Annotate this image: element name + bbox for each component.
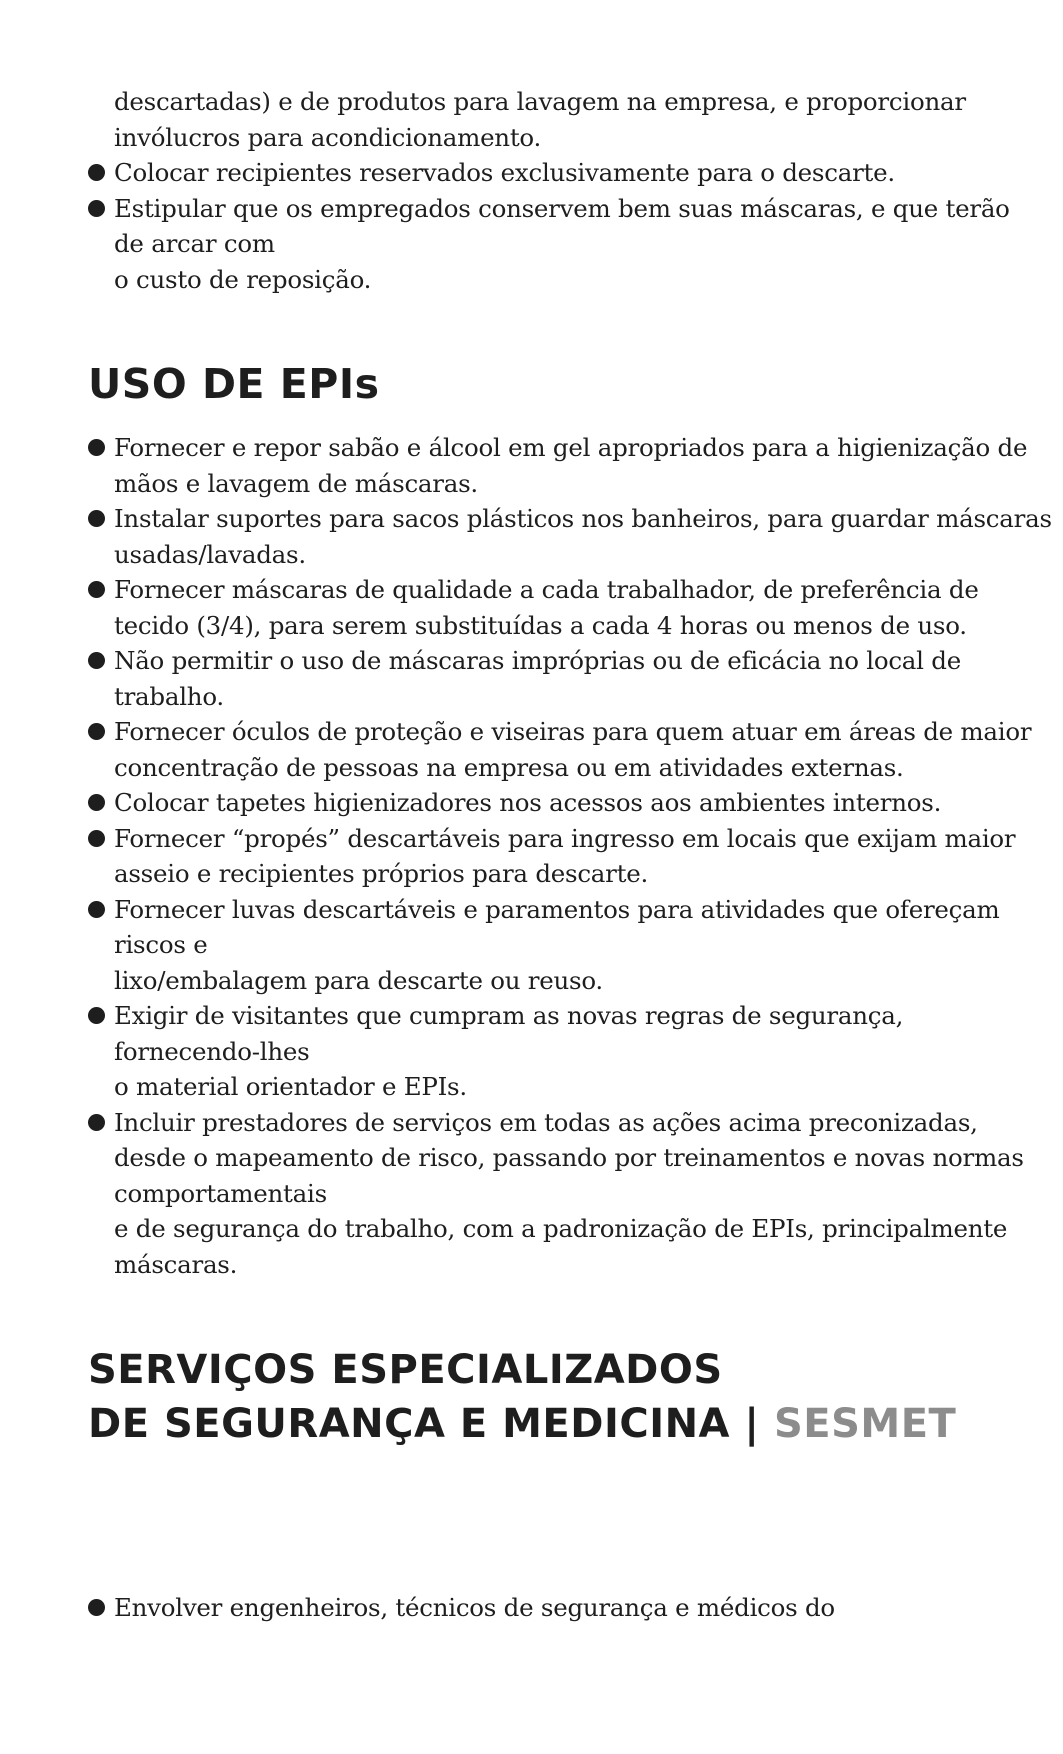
bullet-icon xyxy=(88,830,105,847)
sesmet-title-line2-text: DE SEGURANÇA E MEDICINA | xyxy=(88,1401,760,1447)
list-item-text: Incluir prestadores de serviços em todas as ações acima preconizadas, xyxy=(114,1107,978,1137)
sesmet-acronym: SESMET xyxy=(773,1401,957,1447)
list-item-text: Fornecer e repor sabão e álcool em gel apropriados para a higienização de xyxy=(114,433,1028,462)
sesmet-list xyxy=(88,1590,1003,1626)
list-item-text: de arcar com xyxy=(114,229,275,258)
list-item-text: Fornecer luvas descartáveis e paramentos para atividades que ofereçam xyxy=(114,894,1000,924)
bullet-icon xyxy=(88,510,105,527)
list-item-text: Fornecer “propés” descartáveis para ingresso em locais que exijam maior xyxy=(114,823,1016,853)
bullet-icon xyxy=(88,1599,105,1616)
list-item-text: comportamentais xyxy=(114,1178,327,1208)
bullet-icon xyxy=(88,164,105,181)
bullet-icon xyxy=(88,901,105,918)
bullet-icon xyxy=(88,723,105,740)
list-item-text: Instalar suportes para sacos plásticos nos banheiros, para guardar máscaras xyxy=(114,504,1052,533)
list-item-text: concentração de pessoas na empresa ou em atividades externas. xyxy=(114,752,904,782)
list-item-text: Estipular que os empregados conservem bem suas máscaras, e que terão xyxy=(114,193,1010,223)
bullet-icon xyxy=(88,439,105,456)
list-item xyxy=(88,821,1016,892)
bullet-icon xyxy=(88,794,105,811)
list-item-text: desde o mapeamento de risco, passando por treinamentos e novas normas xyxy=(114,1143,1024,1172)
intro-list xyxy=(88,84,1010,297)
list-item xyxy=(88,1105,1024,1283)
list-item-text: asseio e recipientes próprios para descarte. xyxy=(114,859,648,888)
list-item xyxy=(88,501,1052,572)
list-item-text: lixo/embalagem para descarte ou reuso. xyxy=(114,965,603,995)
list-item-text: trabalho. xyxy=(114,681,224,711)
list-item xyxy=(88,1590,1003,1626)
list-item xyxy=(88,191,1010,298)
list-item-text: o material orientador e EPIs. xyxy=(114,1072,467,1101)
list-item-text: e de segurança do trabalho, com a padronização de EPIs, principalmente xyxy=(114,1214,1008,1243)
list-item-text: Colocar tapetes higienizadores nos acessos aos ambientes internos. xyxy=(114,788,942,817)
list-item-text: tecido (3/4), para serem substituídas a cada 4 horas ou menos de uso. xyxy=(114,610,967,640)
list-item-text: o custo de reposição. xyxy=(114,264,372,294)
list-item xyxy=(88,892,1003,999)
list-item-text: Exigir de visitantes que cumpram as novas regras de segurança, xyxy=(114,1001,904,1030)
bullet-icon xyxy=(88,200,105,217)
list-item xyxy=(88,84,1003,155)
bullet-icon xyxy=(88,652,105,669)
list-item-text: Fornecer máscaras de qualidade a cada trabalhador, de preferência de xyxy=(114,575,979,604)
list-item-text: Colocar recipientes reservados exclusivamente para o descarte. xyxy=(114,158,895,187)
bullet-icon xyxy=(88,581,105,598)
section-title-epi: USO DE EPIs xyxy=(88,360,380,408)
list-item-text: fornecendo-lhes xyxy=(114,1036,310,1066)
list-item xyxy=(88,785,1003,821)
sesmet-title-line2 xyxy=(88,1397,956,1451)
bullet-icon xyxy=(88,1114,105,1131)
list-item xyxy=(88,998,1003,1105)
list-item-text: riscos e xyxy=(114,930,208,959)
list-item-text: invólucros para acondicionamento. xyxy=(114,122,542,152)
list-item xyxy=(88,643,1003,714)
list-item-text: máscaras. xyxy=(114,1249,238,1279)
list-item-text: mãos e lavagem de máscaras. xyxy=(114,468,478,498)
epi-list xyxy=(88,430,1052,1282)
list-item-text: usadas/lavadas. xyxy=(114,539,306,569)
list-item-text: descartadas) e de produtos para lavagem na empresa, e proporcionar xyxy=(114,87,966,116)
list-item xyxy=(88,572,1003,643)
list-item-text: Fornecer óculos de proteção e viseiras para quem atuar em áreas de maior xyxy=(114,717,1032,746)
list-item-text: Não permitir o uso de máscaras impróprias ou de eficácia no local de xyxy=(114,646,961,675)
sesmet-title-line1: SERVIÇOS ESPECIALIZADOS xyxy=(88,1347,723,1393)
list-item xyxy=(88,430,1028,501)
list-item xyxy=(88,155,1003,191)
list-item xyxy=(88,714,1032,785)
list-item-text: Envolver engenheiros, técnicos de segurança e médicos do xyxy=(114,1593,835,1622)
bullet-icon xyxy=(88,1007,105,1024)
section-title-sesmet xyxy=(88,1343,956,1451)
